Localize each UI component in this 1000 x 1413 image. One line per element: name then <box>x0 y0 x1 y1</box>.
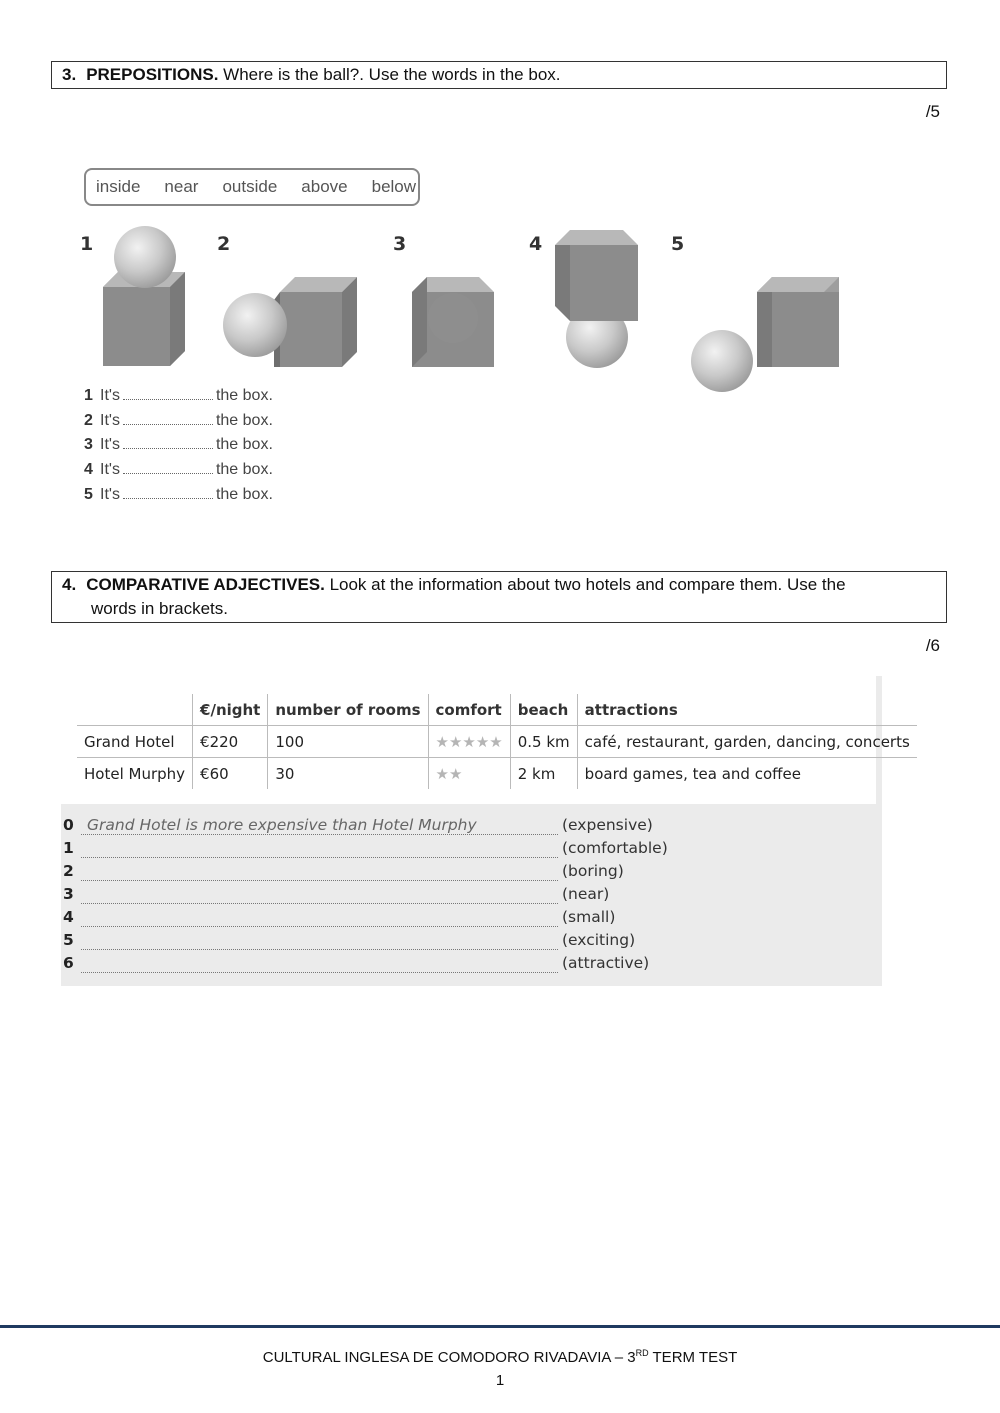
header-price: €/night <box>193 694 268 726</box>
hotel-rooms: 100 <box>268 726 428 758</box>
table-row <box>77 726 917 758</box>
header-attractions: attractions <box>577 694 917 726</box>
sentence-number: 4 <box>63 908 74 926</box>
preposition-sentence <box>84 483 273 508</box>
comparative-sentence <box>61 883 882 906</box>
ball-box-figures <box>70 220 870 405</box>
hotel-name: Grand Hotel <box>77 726 193 758</box>
word-box <box>84 168 420 206</box>
hotel-comfort-stars: ★★ <box>428 758 510 790</box>
answer-line[interactable] <box>81 837 558 858</box>
sentence-number: 5 <box>63 931 74 949</box>
section-number: 3. <box>62 65 77 84</box>
sentence-number: 2 <box>63 862 74 880</box>
figure-number-1: 1 <box>80 233 94 255</box>
section-instruction: Look at the information about two hotels and compare them. Use the <box>324 575 846 594</box>
bracket-word: (small) <box>562 908 616 926</box>
bracket-word: (attractive) <box>562 954 650 972</box>
bracket-word: (comfortable) <box>562 839 668 857</box>
footer-title: CULTURAL INGLESA DE COMODORO RIVADAVIA – 3 <box>262 1349 636 1366</box>
word-outside: outside <box>222 177 278 196</box>
ball-5 <box>691 330 753 392</box>
preposition-sentence <box>84 458 273 483</box>
footer-divider <box>0 1325 1000 1328</box>
preposition-sentences <box>84 384 273 507</box>
preposition-sentence <box>84 384 273 409</box>
sentence-number: 3 <box>63 885 74 903</box>
hotel-table <box>77 694 917 789</box>
header-beach: beach <box>510 694 577 726</box>
hotel-beach: 2 km <box>510 758 577 790</box>
bracket-word: (expensive) <box>562 816 653 834</box>
comparative-sentence <box>61 837 882 860</box>
comparative-sentences <box>61 814 882 975</box>
sentence-number: 1 <box>84 387 93 404</box>
comparative-sentence <box>61 906 882 929</box>
bracket-word: (near) <box>562 885 610 903</box>
sentence-start: It's <box>100 436 120 454</box>
comparative-sentence <box>61 814 882 837</box>
word-inside: inside <box>96 177 141 196</box>
sentence-number: 2 <box>84 411 93 429</box>
sentence-end: the box. <box>215 387 273 404</box>
header-empty <box>77 694 193 726</box>
footer-superscript: RD <box>635 1348 649 1358</box>
bracket-word: (boring) <box>562 862 624 880</box>
section-title: COMPARATIVE ADJECTIVES. <box>86 575 325 594</box>
hotel-price: €220 <box>193 726 268 758</box>
header-comfort: comfort <box>428 694 510 726</box>
box-4 <box>555 230 638 245</box>
answer-line[interactable] <box>81 860 558 881</box>
figure-4 <box>529 230 638 368</box>
example-answer: Grand Hotel is more expensive than Hotel Murphy <box>87 816 477 834</box>
footer-title-end: TERM TEST <box>648 1349 738 1366</box>
figure-number-5: 5 <box>671 233 685 255</box>
word-near: near <box>164 177 199 196</box>
sentence-number: 3 <box>84 436 93 454</box>
comparative-sentence <box>61 929 882 952</box>
figure-1 <box>80 226 185 366</box>
section-number: 4. <box>62 575 77 594</box>
sentence-start: It's <box>100 411 120 429</box>
hotel-name: Hotel Murphy <box>84 764 186 783</box>
sentence-number: 5 <box>84 485 93 503</box>
hotel-table-area <box>61 676 910 804</box>
sentence-number: 1 <box>63 839 74 857</box>
sentence-start: It's <box>100 485 120 503</box>
answer-blank[interactable] <box>123 435 213 449</box>
answer-line[interactable] <box>81 883 558 904</box>
answer-line[interactable] <box>81 952 558 973</box>
preposition-sentence <box>84 433 273 458</box>
bracket-word: (exciting) <box>562 931 636 949</box>
preposition-sentence <box>84 409 273 434</box>
hotel-beach: 0.5 km <box>510 726 577 758</box>
comparative-sentence <box>61 952 882 975</box>
figure-number-4: 4 <box>529 233 543 255</box>
section-instruction: Where is the ball?. Use the words in the box. <box>218 65 561 84</box>
section-3-score: /5 <box>925 102 940 121</box>
page-number: 1 <box>495 1372 505 1389</box>
sentence-number: 0 <box>63 816 74 834</box>
sentence-number: 6 <box>63 954 74 972</box>
sentence-end: the box. <box>215 485 273 503</box>
hotel-exercise-panel <box>61 676 910 986</box>
comparative-sentence <box>61 860 882 883</box>
answer-line[interactable] <box>81 929 558 950</box>
hotel-attractions: café, restaurant, garden, dancing, concerts <box>577 726 917 758</box>
word-above: above <box>301 177 348 196</box>
answer-blank[interactable] <box>123 386 213 400</box>
figure-2 <box>217 233 357 367</box>
ball-1 <box>114 226 176 288</box>
hotel-rooms: 30 <box>268 758 428 790</box>
sentence-start: It's <box>100 387 120 404</box>
header-rooms: number of rooms <box>268 694 428 726</box>
table-row <box>77 758 917 790</box>
ball-2 <box>223 293 287 357</box>
figure-5 <box>671 233 839 392</box>
section-3-heading <box>51 61 947 89</box>
hotel-comfort-stars: ★★★★★ <box>428 726 510 758</box>
answer-line[interactable] <box>81 906 558 927</box>
section-instruction-continued: words in brackets. <box>91 599 228 618</box>
figure-3 <box>393 233 494 367</box>
word-below: below <box>371 177 417 196</box>
sentence-start: It's <box>100 461 120 479</box>
answer-blank[interactable] <box>123 411 213 425</box>
figure-number-2: 2 <box>217 233 231 255</box>
section-4-heading <box>51 571 947 623</box>
hotel-attractions: board games, tea and coffee <box>577 758 917 790</box>
figure-number-3: 3 <box>393 233 407 255</box>
sentence-end: the box. <box>215 461 273 479</box>
sentence-end: the box. <box>215 411 273 429</box>
hotel-price: €60 <box>193 758 268 790</box>
section-title: PREPOSITIONS. <box>86 65 219 84</box>
table-header-row <box>77 694 917 726</box>
answer-blank[interactable] <box>123 460 213 474</box>
footer-text <box>0 1348 1000 1366</box>
section-4-score: /6 <box>925 636 940 655</box>
sentence-number: 4 <box>84 461 93 479</box>
sentence-end: the box. <box>215 436 273 454</box>
answer-blank[interactable] <box>123 485 213 499</box>
